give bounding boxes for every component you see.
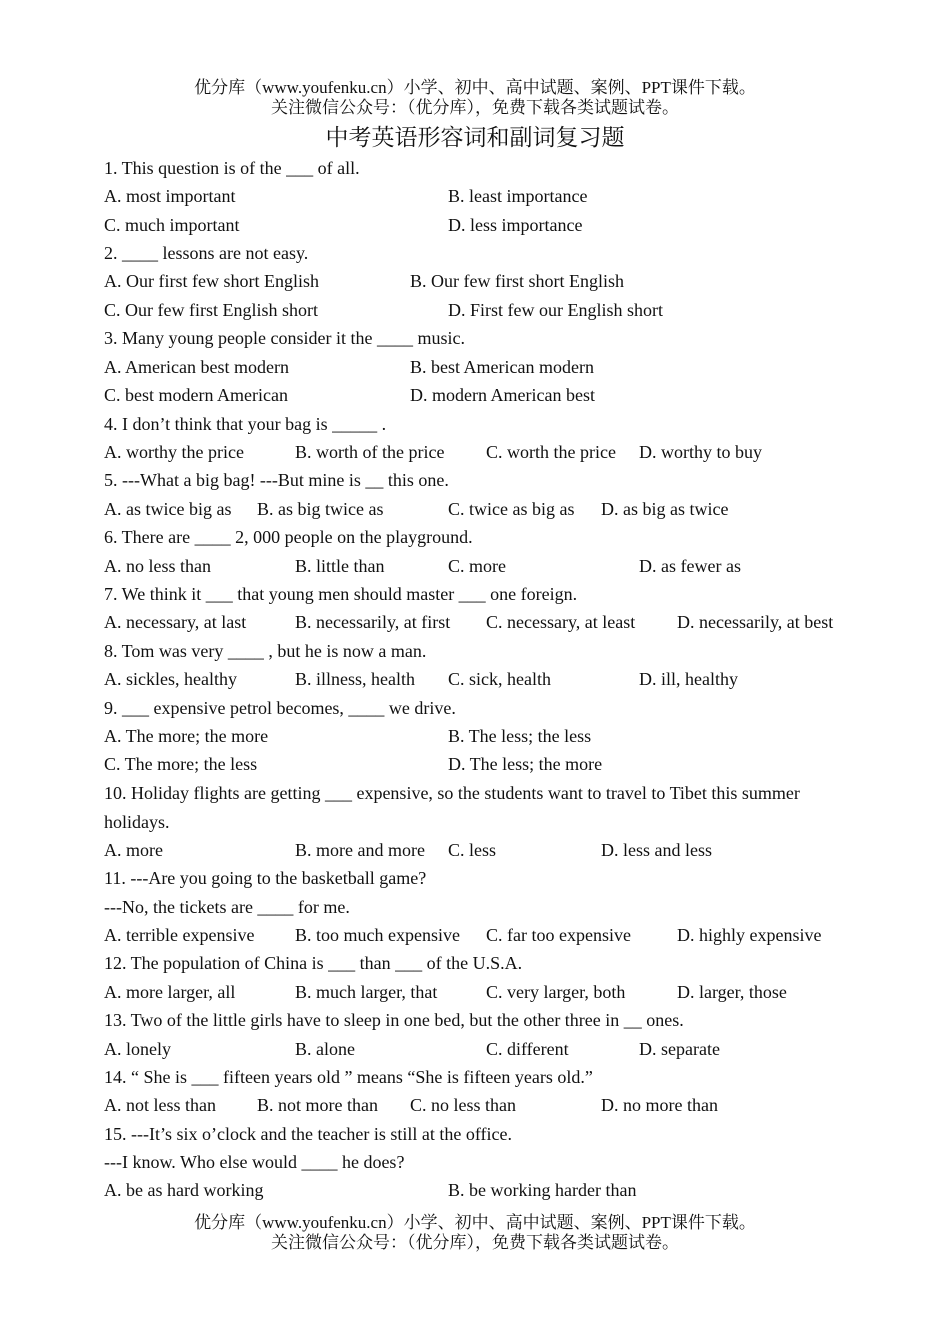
option-c: C. very larger, both: [486, 982, 626, 1002]
question-stem: 7. We think it ___ that young men should master ___ one foreign.: [104, 584, 578, 604]
question-stem-reply: ---I know. Who else would ____ he does?: [104, 1152, 405, 1172]
option-d: D. less importance: [448, 215, 583, 235]
option-b: B. not more than: [257, 1095, 378, 1115]
option-a: A. be as hard working: [104, 1180, 264, 1200]
option-a: A. necessary, at last: [104, 612, 247, 632]
option-c: C. twice as big as: [448, 499, 575, 519]
option-d: D. separate: [639, 1039, 720, 1059]
option-c: C. less: [448, 840, 497, 860]
option-a: A. not less than: [104, 1095, 216, 1115]
question-stem: 5. ---What a big bag! ---But mine is __ this one.: [104, 470, 449, 490]
option-a: A. Our first few short English: [104, 271, 319, 291]
option-a: A. American best modern: [104, 357, 289, 377]
option-a: A. worthy the price: [104, 442, 244, 462]
option-a: A. The more; the more: [104, 726, 269, 746]
option-c: C. Our few first English short: [104, 300, 318, 320]
option-b: B. alone: [295, 1039, 355, 1059]
option-a: A. most important: [104, 186, 236, 206]
option-d: D. First few our English short: [448, 300, 663, 320]
option-b: B. more and more: [295, 840, 425, 860]
option-c: C. The more; the less: [104, 754, 258, 774]
option-b: B. too much expensive: [295, 925, 460, 945]
option-a: A. no less than: [104, 556, 211, 576]
option-b: B. little than: [295, 556, 385, 576]
option-a: A. more: [104, 840, 163, 860]
option-d: D. as big as twice: [601, 499, 729, 519]
footer-line-2: 关注微信公众号：（优分库），免费下载各类试题试卷。: [271, 1233, 679, 1252]
question-stem: 4. I don’t think that your bag is _____ .: [104, 414, 387, 434]
option-b: B. illness, health: [295, 669, 415, 689]
option-c: C. far too expensive: [486, 925, 631, 945]
option-d: D. necessarily, at best: [677, 612, 834, 632]
option-b: B. best American modern: [410, 357, 594, 377]
option-c: C. more: [448, 556, 506, 576]
option-b: B. The less; the less: [448, 726, 592, 746]
option-b: B. Our few first short English: [410, 271, 624, 291]
option-c: C. best modern American: [104, 385, 288, 405]
question-stem: 9. ___ expensive petrol becomes, ____ we drive.: [104, 698, 456, 718]
option-a: A. as twice big as: [104, 499, 232, 519]
option-b: B. much larger, that: [295, 982, 438, 1002]
page-title: 中考英语形容词和副词复习题: [325, 125, 625, 151]
header-line-2: 关注微信公众号：（优分库），免费下载各类试题试卷。: [271, 98, 679, 117]
question-stem: 6. There are ____ 2, 000 people on the playground.: [104, 527, 473, 547]
question-stem: 2. ____ lessons are not easy.: [104, 243, 309, 263]
option-c: C. no less than: [410, 1095, 516, 1115]
question-stem: 15. ---It’s six o’clock and the teacher is still at the office.: [104, 1124, 513, 1144]
option-a: A. lonely: [104, 1039, 171, 1059]
question-stem: 10. Holiday flights are getting ___ expensive, so the students want to travel to Tibet this summer holidays.: [104, 783, 800, 832]
question-stem-reply: ---No, the tickets are ____ for me.: [104, 897, 350, 917]
question-stem: 13. Two of the little girls have to sleep in one bed, but the other three in __ ones.: [104, 1010, 684, 1030]
option-c: C. worth the price: [486, 442, 616, 462]
option-c: C. different: [486, 1039, 569, 1059]
option-a: A. terrible expensive: [104, 925, 255, 945]
option-c: C. sick, health: [448, 669, 551, 689]
option-b: B. necessarily, at first: [295, 612, 451, 632]
header-line-1: 优分库（www.youfenku.cn）小学、初中、高中试题、案例、PPT课件下载。: [194, 78, 756, 97]
option-b: B. as big twice as: [257, 499, 384, 519]
question-stem: 14. “ She is ___ fifteen years old ” means “She is fifteen years old.”: [104, 1067, 593, 1087]
question-stem: 11. ---Are you going to the basketball game?: [104, 868, 427, 888]
option-b: B. be working harder than: [448, 1180, 637, 1200]
question-stem: 3. Many young people consider it the ____ music.: [104, 328, 465, 348]
option-b: B. worth of the price: [295, 442, 445, 462]
option-c: C. necessary, at least: [486, 612, 636, 632]
option-d: D. The less; the more: [448, 754, 603, 774]
option-d: D. larger, those: [677, 982, 787, 1002]
option-d: D. less and less: [601, 840, 712, 860]
question-stem: 8. Tom was very ____ , but he is now a man.: [104, 641, 427, 661]
option-d: D. highly expensive: [677, 925, 822, 945]
question-stem: 1. This question is of the ___ of all.: [104, 158, 360, 178]
option-c: C. much important: [104, 215, 240, 235]
option-d: D. as fewer as: [639, 556, 741, 576]
option-a: A. more larger, all: [104, 982, 236, 1002]
option-d: D. modern American best: [410, 385, 595, 405]
option-d: D. worthy to buy: [639, 442, 762, 462]
footer-line-1: 优分库（www.youfenku.cn）小学、初中、高中试题、案例、PPT课件下载。: [194, 1213, 756, 1232]
question-stem: 12. The population of China is ___ than ___ of the U.S.A.: [104, 953, 523, 973]
option-d: D. no more than: [601, 1095, 718, 1115]
option-b: B. least importance: [448, 186, 588, 206]
option-d: D. ill, healthy: [639, 669, 738, 689]
option-a: A. sickles, healthy: [104, 669, 237, 689]
